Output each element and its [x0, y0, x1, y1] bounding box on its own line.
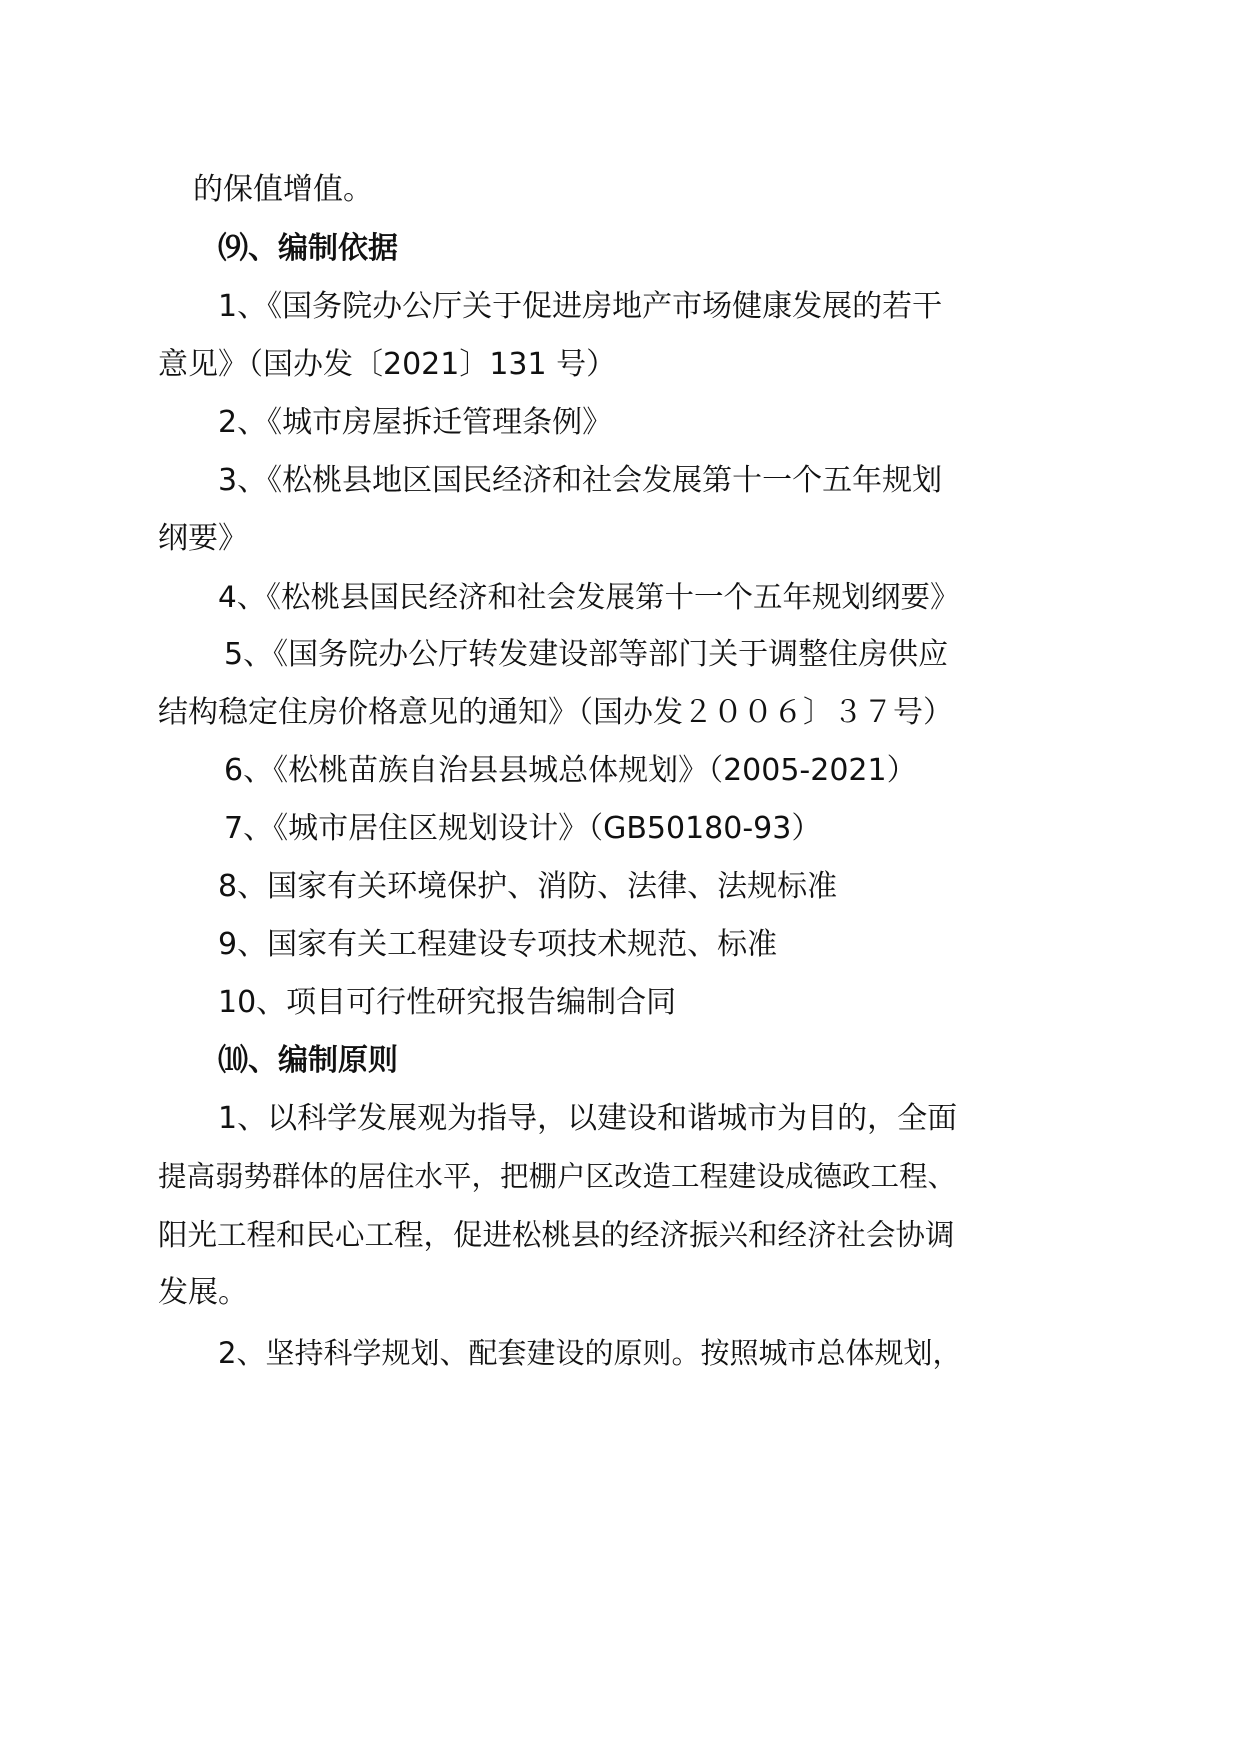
text-line: 2、《城市房屋拆迁管理条例》 — [218, 405, 613, 440]
text-line: 意见》（国办发〔2021〕131 号） — [158, 347, 617, 382]
text-line: 的保值增值。 — [193, 172, 373, 207]
text-line: 2、坚持科学规划、配套建设的原则。按照城市总体规划， — [218, 1336, 962, 1370]
text-line: 结构稳定住房价格意见的通知》（国办发２００６〕３７号） — [158, 695, 953, 730]
text-line: 4、《松桃县国民经济和社会发展第十一个五年规划纲要》 — [218, 580, 960, 614]
section-heading-basis: ⑼、编制依据 — [218, 231, 398, 266]
text-line: 发展。 — [158, 1275, 248, 1310]
text-line: 6、《松桃苗族自治县县城总体规划》（2005-2021） — [224, 753, 917, 788]
text-line: 纲要》 — [158, 521, 248, 556]
text-line: 1、《国务院办公厅关于促进房地产市场健康发展的若干 — [218, 289, 943, 324]
text-line: 8、国家有关环境保护、消防、法律、法规标准 — [218, 869, 838, 904]
text-line: 7、《城市居住区规划设计》（GB50180-93） — [224, 811, 822, 846]
section-heading-principles: ⑽、编制原则 — [218, 1043, 398, 1078]
text-line: 1、以科学发展观为指导，以建设和谐城市为目的，全面 — [218, 1101, 958, 1136]
text-line: 阳光工程和民心工程，促进松桃县的经济振兴和经济社会协调 — [158, 1218, 955, 1252]
text-line: 提高弱势群体的居住水平，把棚户区改造工程建设成德政工程、 — [158, 1160, 957, 1193]
text-line: 5、《国务院办公厅转发建设部等部门关于调整住房供应 — [224, 637, 949, 672]
text-line: 3、《松桃县地区国民经济和社会发展第十一个五年规划 — [218, 463, 943, 498]
text-line: 9、国家有关工程建设专项技术规范、标准 — [218, 927, 778, 962]
text-line: 10、项目可行性研究报告编制合同 — [218, 985, 677, 1020]
